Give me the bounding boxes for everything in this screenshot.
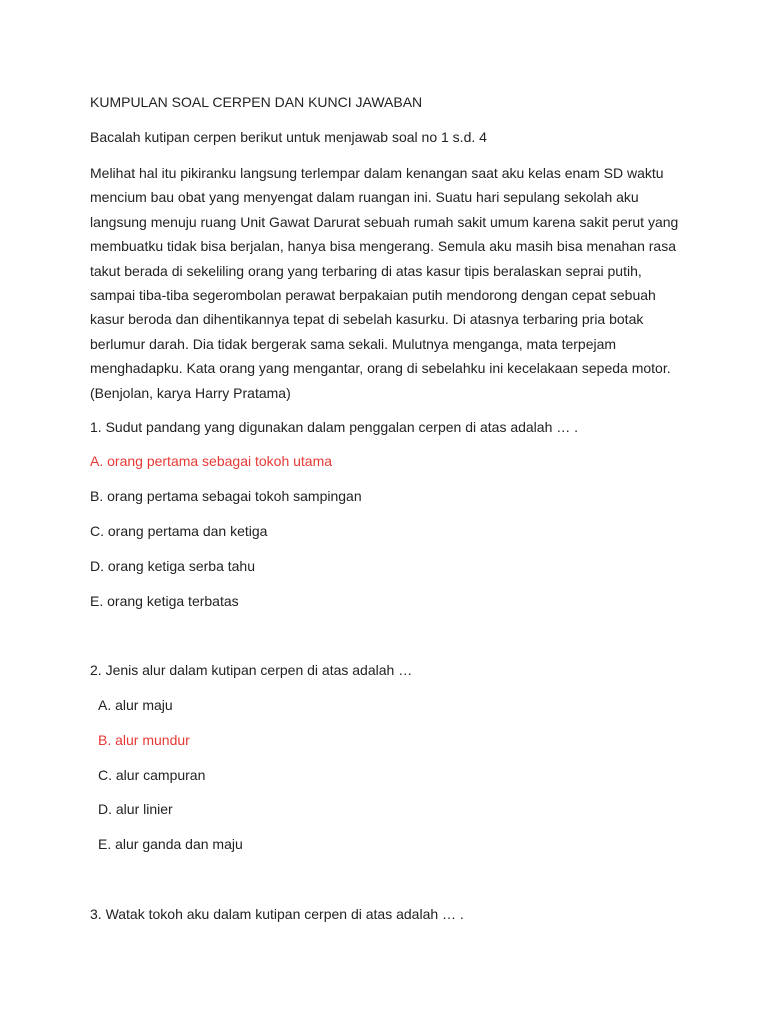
passage-line: mencium bau obat yang menyengat dalam ruangan ini. Suatu hari sepulang sekolah aku bbox=[90, 189, 639, 206]
document-title: KUMPULAN SOAL CERPEN DAN KUNCI JAWABAN bbox=[90, 94, 423, 110]
question-2-option-e: E. alur ganda dan maju bbox=[98, 836, 243, 852]
instruction-text: Bacalah kutipan cerpen berikut untuk menjawab soal no 1 s.d. 4 bbox=[90, 129, 487, 145]
passage-line: menghadapku. Kata orang yang mengantar, orang di sebelahku ini kecelakaan sepeda motor. bbox=[90, 360, 671, 377]
passage-line: membuatku tidak bisa berjalan, hanya bisa mengerang. Semula aku masih bisa menahan rasa bbox=[90, 238, 677, 255]
question-1-option-d: D. orang ketiga serba tahu bbox=[90, 558, 255, 574]
passage-line: Melihat hal itu pikiranku langsung terlempar dalam kenangan saat aku kelas enam SD waktu bbox=[90, 165, 664, 181]
passage-line: berlumur darah. Dia tidak bergerak sama sekali. Mulutnya menganga, mata terpejam bbox=[90, 335, 617, 352]
question-2-option-a: A. alur maju bbox=[98, 697, 173, 713]
question-2-option-b-correct: B. alur mundur bbox=[98, 732, 190, 748]
question-1-option-e: E. orang ketiga terbatas bbox=[90, 593, 239, 609]
question-2-option-d: D. alur linier bbox=[98, 801, 173, 817]
question-2-option-c: C. alur campuran bbox=[98, 767, 206, 783]
passage-source: (Benjolan, karya Harry Pratama) bbox=[90, 384, 291, 401]
passage-line: kasur beroda dan dihentikannya tepat di sebelah kasurku. Di atasnya terbaring pria botak bbox=[90, 311, 644, 328]
passage-line: langsung menuju ruang Unit Gawat Darurat sebuah rumah sakit umum karena sakit perut yang bbox=[90, 213, 679, 230]
passage-line: takut berada di sekeliling orang yang terbaring di atas kasur tipis beralaskan seprai putih, bbox=[90, 262, 642, 279]
question-1-option-b: B. orang pertama sebagai tokoh sampingan bbox=[90, 488, 362, 504]
story-passage bbox=[90, 161, 690, 405]
question-2-text: 2. Jenis alur dalam kutipan cerpen di atas adalah … bbox=[90, 662, 413, 678]
passage-line: sampai tiba-tiba segerombolan perawat berpakaian putih mendorong dengan cepat sebuah bbox=[90, 287, 656, 304]
question-1-option-a-correct: A. orang pertama sebagai tokoh utama bbox=[90, 453, 333, 469]
question-1-option-c: C. orang pertama dan ketiga bbox=[90, 523, 268, 539]
question-3-text: 3. Watak tokoh aku dalam kutipan cerpen di atas adalah … . bbox=[90, 906, 464, 922]
question-1-text: 1. Sudut pandang yang digunakan dalam penggalan cerpen di atas adalah … . bbox=[90, 419, 579, 435]
